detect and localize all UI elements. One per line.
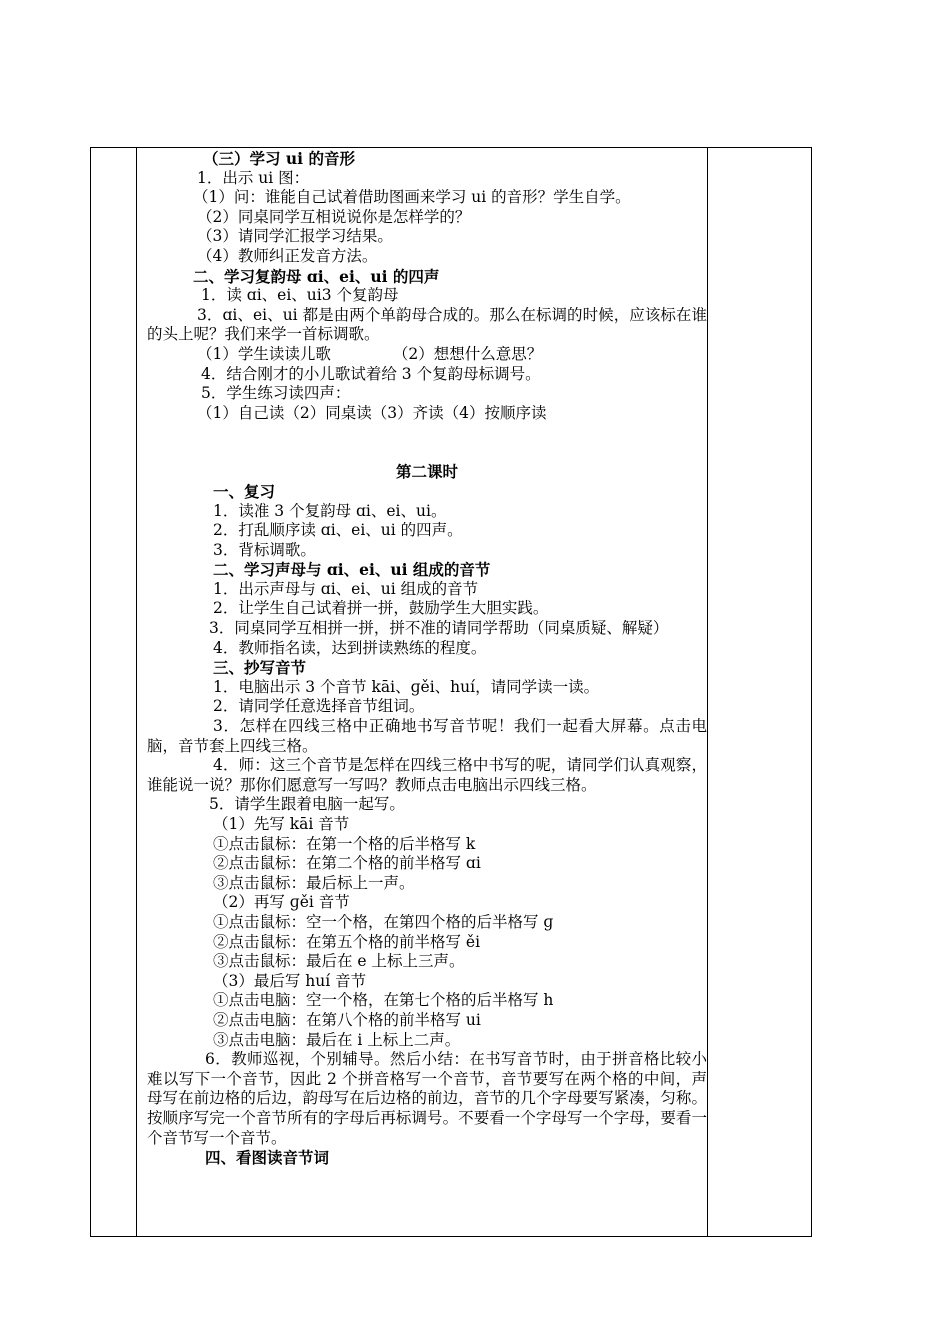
column-divider-right: [707, 148, 708, 1236]
paragraph: 4．师：这三个音节是怎样在四线三格中书写的呢，请同学们认真观察，谁能说一说？那你们愿意写一写吗？教师点击电脑出示四线三格。: [147, 756, 707, 794]
text-line: （1）自己读（2）同桌读（3）齐读（4）按顺序读: [197, 403, 547, 422]
text-span: （1）学生读读儿歌: [197, 344, 331, 363]
text-line: （2）同桌同学互相说说你是怎样学的？: [197, 207, 471, 226]
text-line: （1）问：谁能自己试着借助图画来学习 ui 的音形？学生自学。: [193, 188, 631, 207]
gei-heading: （2）再写 ɡěi 音节: [213, 893, 350, 912]
text-line: 4．结合刚才的小儿歌试着给 3 个复韵母标调号。: [201, 364, 541, 383]
read-heading: 四、看图读音节词: [205, 1148, 330, 1168]
text-line: 3．背标调歌。: [213, 540, 316, 559]
text-line: （4）教师纠正发音方法。: [197, 246, 378, 265]
text-line: ②点击电脑：在第八个格的前半格写 ui: [213, 1010, 481, 1029]
part-2-heading: 二、学习复韵母 ɑi、ei、ui 的四声: [193, 266, 440, 286]
column-divider-left: [136, 148, 137, 1236]
lesson-content: [147, 149, 707, 1168]
text-line: 2．让学生自己试着拼一拼，鼓励学生大胆实践。: [213, 599, 549, 618]
text-span: （2）想想什么意思？: [392, 344, 543, 363]
text-line: ①点击鼠标：在第一个格的后半格写 k: [213, 834, 476, 853]
text-line: ③点击鼠标：最后标上一声。: [213, 873, 415, 892]
copy-heading: 三、抄写音节: [213, 658, 307, 678]
text-line: ③点击鼠标：最后在 e 上标上三声。: [213, 952, 465, 971]
text-line: 4．教师指名读，达到拼读熟练的程度。: [213, 638, 487, 657]
text-line: [147, 345, 707, 365]
text-line: 2．请同学任意选择音节组词。: [213, 697, 425, 716]
text-line: ①点击鼠标：空一个格，在第四个格的后半格写 ɡ: [213, 912, 554, 931]
text-line: 5．请学生跟着电脑一起写。: [209, 795, 405, 814]
paragraph: 3．ɑi、ei、ui 都是由两个单韵母合成的。那么在标调的时候，应该标在谁的头上呢？我们来学一首标调歌。: [147, 305, 707, 344]
text-line: 1．电脑出示 3 个音节 kāi、ɡěi、huí，请同学读一读。: [213, 677, 600, 696]
paragraph: 3．怎样在四线三格中正确地书写音节呢！我们一起看大屏幕。点击电脑，音节套上四线三格。: [147, 717, 707, 755]
text-line: 5．学生练习读四声：: [201, 384, 351, 403]
review-heading: 一、复习: [213, 481, 276, 501]
kai-heading: （1）先写 kāi 音节: [213, 815, 350, 833]
section-3-heading: （三）学习 ui 的音形: [203, 149, 355, 168]
text-line: ③点击电脑：最后在 i 上标上二声。: [213, 1030, 461, 1049]
text-line: 1．出示 ui 图：: [197, 168, 310, 187]
text-line: 1．读 ɑi、ei、ui3 个复韵母: [201, 286, 399, 305]
lesson-2-title: 第二课时: [395, 462, 458, 482]
text-line: （3）请同学汇报学习结果。: [197, 227, 393, 246]
text-line: ①点击电脑：空一个格，在第七个格的后半格写 h: [213, 991, 554, 1010]
lesson-table: [90, 147, 812, 1237]
hui-heading: （3）最后写 huí 音节: [213, 971, 367, 990]
text-line: ②点击鼠标：在第二个格的前半格写 ɑi: [213, 854, 481, 873]
text-line: 1．出示声母与 ɑi、ei、ui 组成的音节: [213, 579, 479, 598]
text-line: ②点击鼠标：在第五个格的前半格写 ěi: [213, 932, 481, 951]
syllables-heading: 二、学习声母与 ɑi、ei、ui 组成的音节: [213, 560, 491, 580]
paragraph: 3．同桌同学互相拼一拼，拼不准的请同学帮助（同桌质疑、解疑）: [209, 619, 669, 638]
text-line: 2．打乱顺序读 ɑi、ei、ui 的四声。: [213, 521, 463, 540]
text-line: 1．读准 3 个复韵母 ɑi、ei、ui。: [213, 501, 447, 520]
paragraph: 6．教师巡视，个别辅导。然后小结：在书写音节时，由于拼音格比较小难以写下一个音节，因此 2 个拼音格写一个音节，音节要写在两个格的中间，声母写在前边格的后边，韵母写在后边格的前边，音节的几个字母要写紧凑，匀称。按顺序写完一个音节所有的字母后再标调号。不要看一个字母写一个字母，要看一个音节写一个音节。: [147, 1050, 707, 1147]
